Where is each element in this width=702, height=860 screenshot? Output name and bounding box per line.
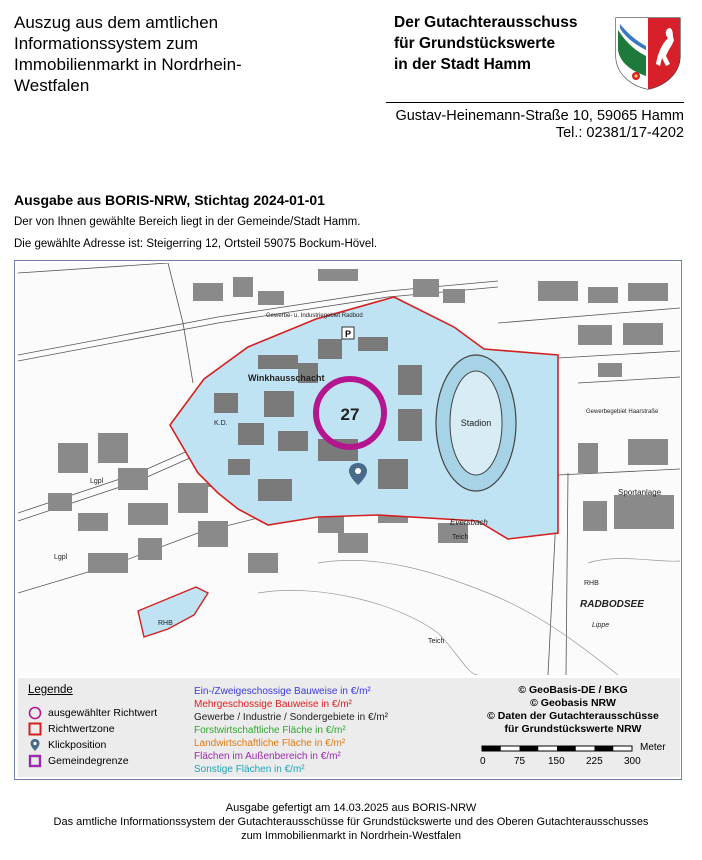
credit-line: für Grundstückswerte NRW <box>504 723 642 735</box>
legend-symbol-label: Gemeindegrenze <box>48 755 129 767</box>
header-left-line: Informationssystem zum <box>14 34 199 53</box>
map-label-gewerbegebiet: Gewerbegebiet Haarstraße <box>586 409 659 415</box>
parking-icon <box>342 327 354 339</box>
header-right-line: Der Gutachterausschuss <box>394 14 578 31</box>
legend-category: Landwirtschaftliche Fläche in €/m² <box>194 738 346 749</box>
legend-category: Mehrgeschossige Bauweise in €/m² <box>194 699 352 710</box>
legend-symbol-click <box>28 738 106 752</box>
map-label-eversbach: Eversbach <box>450 518 488 527</box>
purple-square-icon <box>28 754 42 768</box>
legend-category: Forstwirtschaftliche Fläche in €/m² <box>194 725 346 736</box>
report-municipality-text: Der von Ihnen gewählte Bereich liegt in der Gemeinde/Stadt Hamm. <box>14 216 361 228</box>
map-view[interactable] <box>18 263 680 675</box>
credit-line: © Geobasis NRW <box>530 697 616 709</box>
legend-category: Sonstige Flächen in €/m² <box>194 764 305 775</box>
map-label-teich: Teich <box>428 638 445 645</box>
credit-line: © Daten der Gutachterausschüsse <box>487 710 659 722</box>
map-label-rhb: RHB <box>584 580 599 587</box>
header-right-line: in der Stadt Hamm <box>394 56 531 73</box>
map-pin-icon <box>28 738 42 752</box>
legend-symbol-label: Klickposition <box>48 739 107 751</box>
legend-category: Gewerbe / Industrie / Sondergebiete in €/m² <box>194 712 388 723</box>
map-label-radbodsee: RADBODSEE <box>580 599 644 610</box>
office-address: Gustav-Heinemann-Straße 10, 59065 Hamm <box>395 108 684 124</box>
report-title: Ausgabe aus BORIS-NRW, Stichtag 2024-01-01 <box>14 192 325 208</box>
map-label-teich: Teich <box>452 534 469 541</box>
footer-system-line: Das amtliche Informationssystem der Gutachterausschüsse für Grundstückswerte und des Oberen Gutachterausschusses <box>53 816 649 828</box>
scale-unit: Meter <box>640 742 666 753</box>
header-rule <box>386 102 684 103</box>
map-label-stadion: Stadion <box>460 418 492 428</box>
header-right-line: für Grundstückswerte <box>394 35 556 52</box>
map-canvas <box>18 263 680 675</box>
red-square-icon <box>28 722 42 736</box>
legend-symbol-selected-value <box>28 706 157 720</box>
header-title-right <box>394 12 604 75</box>
header-left-line: Auszug aus dem amtlichen <box>14 13 219 32</box>
map-label-lgpl: Lgpl <box>90 478 104 485</box>
credit-line: © GeoBasis-DE / BKG <box>518 684 628 696</box>
map-label-sportanlage: Sportanlage <box>618 488 662 497</box>
legend-category: Ein-/Zweigeschossige Bauweise in €/m² <box>194 686 371 697</box>
copyright-credits <box>473 684 673 736</box>
legend-symbol-zone <box>28 722 115 736</box>
legend-panel <box>18 678 680 777</box>
legend-symbol-label: Richtwertzone <box>48 723 115 735</box>
legend-title: Legende <box>28 684 73 696</box>
map-label-rhb: RHB <box>158 620 173 627</box>
scale-tick: 75 <box>514 756 526 767</box>
scale-tick: 0 <box>480 756 486 767</box>
footer-generated: Ausgabe gefertigt am 14.03.2025 aus BORIS-NRW <box>225 802 477 814</box>
legend-category: Flächen im Außenbereich in €/m² <box>194 751 341 762</box>
svg-text:P: P <box>344 329 352 339</box>
header-title-left <box>14 12 314 96</box>
scale-tick: 300 <box>624 756 641 767</box>
coat-of-arms-icon <box>612 16 684 90</box>
header-left-line: Immobilienmarkt in Nordrhein- <box>14 55 242 74</box>
circle-outline-icon <box>28 706 42 720</box>
map-label-gewerbe: Gewerbe- u. Industriegebiet Radbod <box>266 313 363 319</box>
footer-system-line: zum Immobilienmarkt in Nordrhein-Westfalen <box>241 830 461 842</box>
scale-tick: 150 <box>548 756 565 767</box>
map-label-kd: K.D. <box>214 420 228 427</box>
legend-symbol-label: ausgewählter Richtwert <box>48 707 158 719</box>
zone-number-label: 27 <box>340 405 360 424</box>
legend-symbol-boundary <box>28 754 129 768</box>
scale-tick: 225 <box>586 756 603 767</box>
header-left-line: Westfalen <box>14 76 90 95</box>
map-label-lgpl: Lgpl <box>54 554 68 561</box>
office-phone: Tel.: 02381/17-4202 <box>555 125 684 141</box>
report-address-text: Die gewählte Adresse ist: Steigerring 12, Ortsteil 59075 Bockum-Hövel. <box>14 238 378 250</box>
map-label-lippe: Lippe <box>592 622 610 629</box>
map-label-winkhausschacht: Winkhausschacht <box>248 373 325 383</box>
